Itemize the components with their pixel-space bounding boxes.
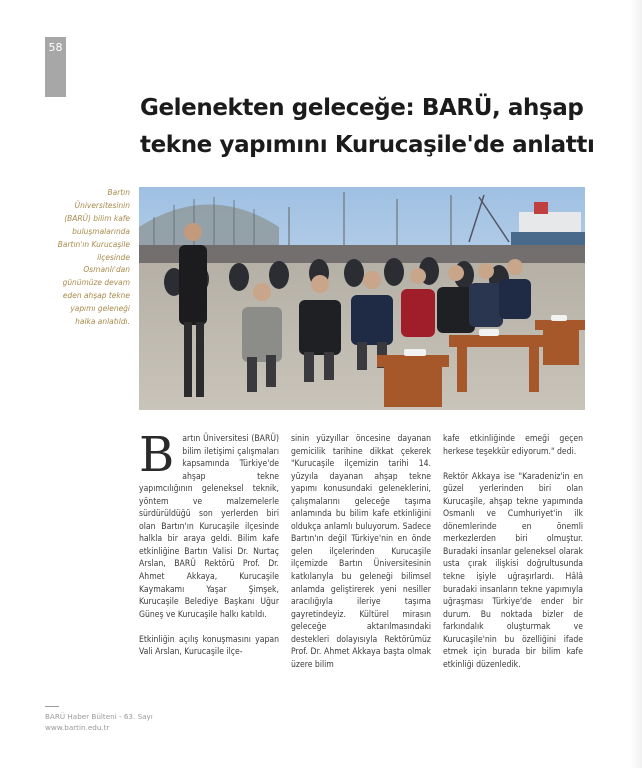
page-number: 58 bbox=[48, 41, 63, 54]
pull-quote: Bartın Üniversitesinin (BARÜ) bilim kafe buluşmalarında Bartın'ın Kurucaşile ilçesinde Osmanlı'dan günümüze devam eden ahşap tekne yapımı geleneği halka anlatıldı. bbox=[57, 187, 130, 327]
paragraph: kafe etkinliğinde emeği geçen herkese teşekkür ediyorum." dedi. bbox=[443, 434, 583, 457]
article-column-1 bbox=[139, 427, 279, 671]
title-line-1: Gelenekten geleceğe: BARÜ, ahşap bbox=[140, 95, 584, 121]
footer bbox=[45, 712, 153, 733]
footer-divider bbox=[45, 706, 59, 707]
article-title bbox=[140, 90, 610, 164]
article-photo bbox=[139, 187, 585, 410]
article-column-3 bbox=[443, 433, 583, 684]
paragraph: Rektör Akkaya ise "Karadeniz'in en güzel yerlerinden biri olan Kurucaşile, ahşap tekne yapımında Osmanlı ve Cumhuriyet'in ilk dönemlerinde en önemli merkezlerden biri olmuştur. Buradaki insanlar geleneksel olarak usta çırak ilişkisi doğrultusunda tekne işiyle uğraşırlardı. Hâlâ buradaki insanların tekne yapımıyla uğraşması Türkiye'de ender bir durum. Bu noktada bizler de farkındalık oluşturmak ve Kurucaşile'nin bu özelliğini ifade etmek için burada bir bilim kafe etkinliği düzenledik. bbox=[443, 471, 583, 670]
page-edge-shade bbox=[630, 0, 642, 768]
title-line-2: tekne yapımını Kurucaşile'de anlattı bbox=[140, 132, 595, 158]
article-column-2 bbox=[291, 433, 431, 684]
drop-cap: B bbox=[139, 427, 175, 483]
paragraph: sinin yüzyıllar öncesine dayanan gemicilik tarihine dikkat çekerek "Kurucaşile ilçemizin tarihi 14. yüzyıla dayanan ahşap tekne yapımı konusundaki geleneklerini, çalışmalarını geleceğe taşıma anlamında bu bilim kafe etkinliğini oldukça anlamlı buluyorum. Sadece Bartın'ın değil Türkiye'nin en önde gelen ilçelerinden Kurucaşile ilçemizde Bartın Üniversitesinin katkılarıyla bu geleneği bilimsel anlamda geliştirerek yeni nesiller aracılığıyla ileriye taşıma gayretindeyiz. Kültürel mirasın geleceğe aktarılmasındaki destekleri dolayısıyla Rektörümüz Prof. Dr. Ahmet Akkaya başta olmak üzere bilim bbox=[291, 434, 431, 670]
paragraph-text: artın Üniversitesi (BARÜ) bilim iletişimi çalışmaları kapsamında Türkiye'de ahşap tekne yapımcılığının geleneksel teknik, yöntem ve malzemelerle sürdürüldüğü son yerlerden biri olan Bartın'ın Kurucaşile ilçesinde halkla bir araya geldi. Bilim kafe etkinliğine Bartın Valisi Dr. Nurtaç Arslan, BARÜ Rektörü Prof. Dr. Ahmet Akkaya, Kurucaşile Kaymakamı Yaşar Şimşek, Kurucaşile Belediye Başkanı Uğur Güneş ve Kurucaşile halkı katıldı. bbox=[139, 434, 279, 620]
footer-issue: BARÜ Haber Bülteni - 63. Sayı bbox=[45, 712, 153, 721]
paragraph bbox=[139, 427, 279, 621]
paragraph: Etkinliğin açılış konuşmasını yapan Vali Arslan, Kurucaşile ilçe- bbox=[139, 634, 279, 658]
footer-website: www.bartin.edu.tr bbox=[45, 722, 110, 732]
